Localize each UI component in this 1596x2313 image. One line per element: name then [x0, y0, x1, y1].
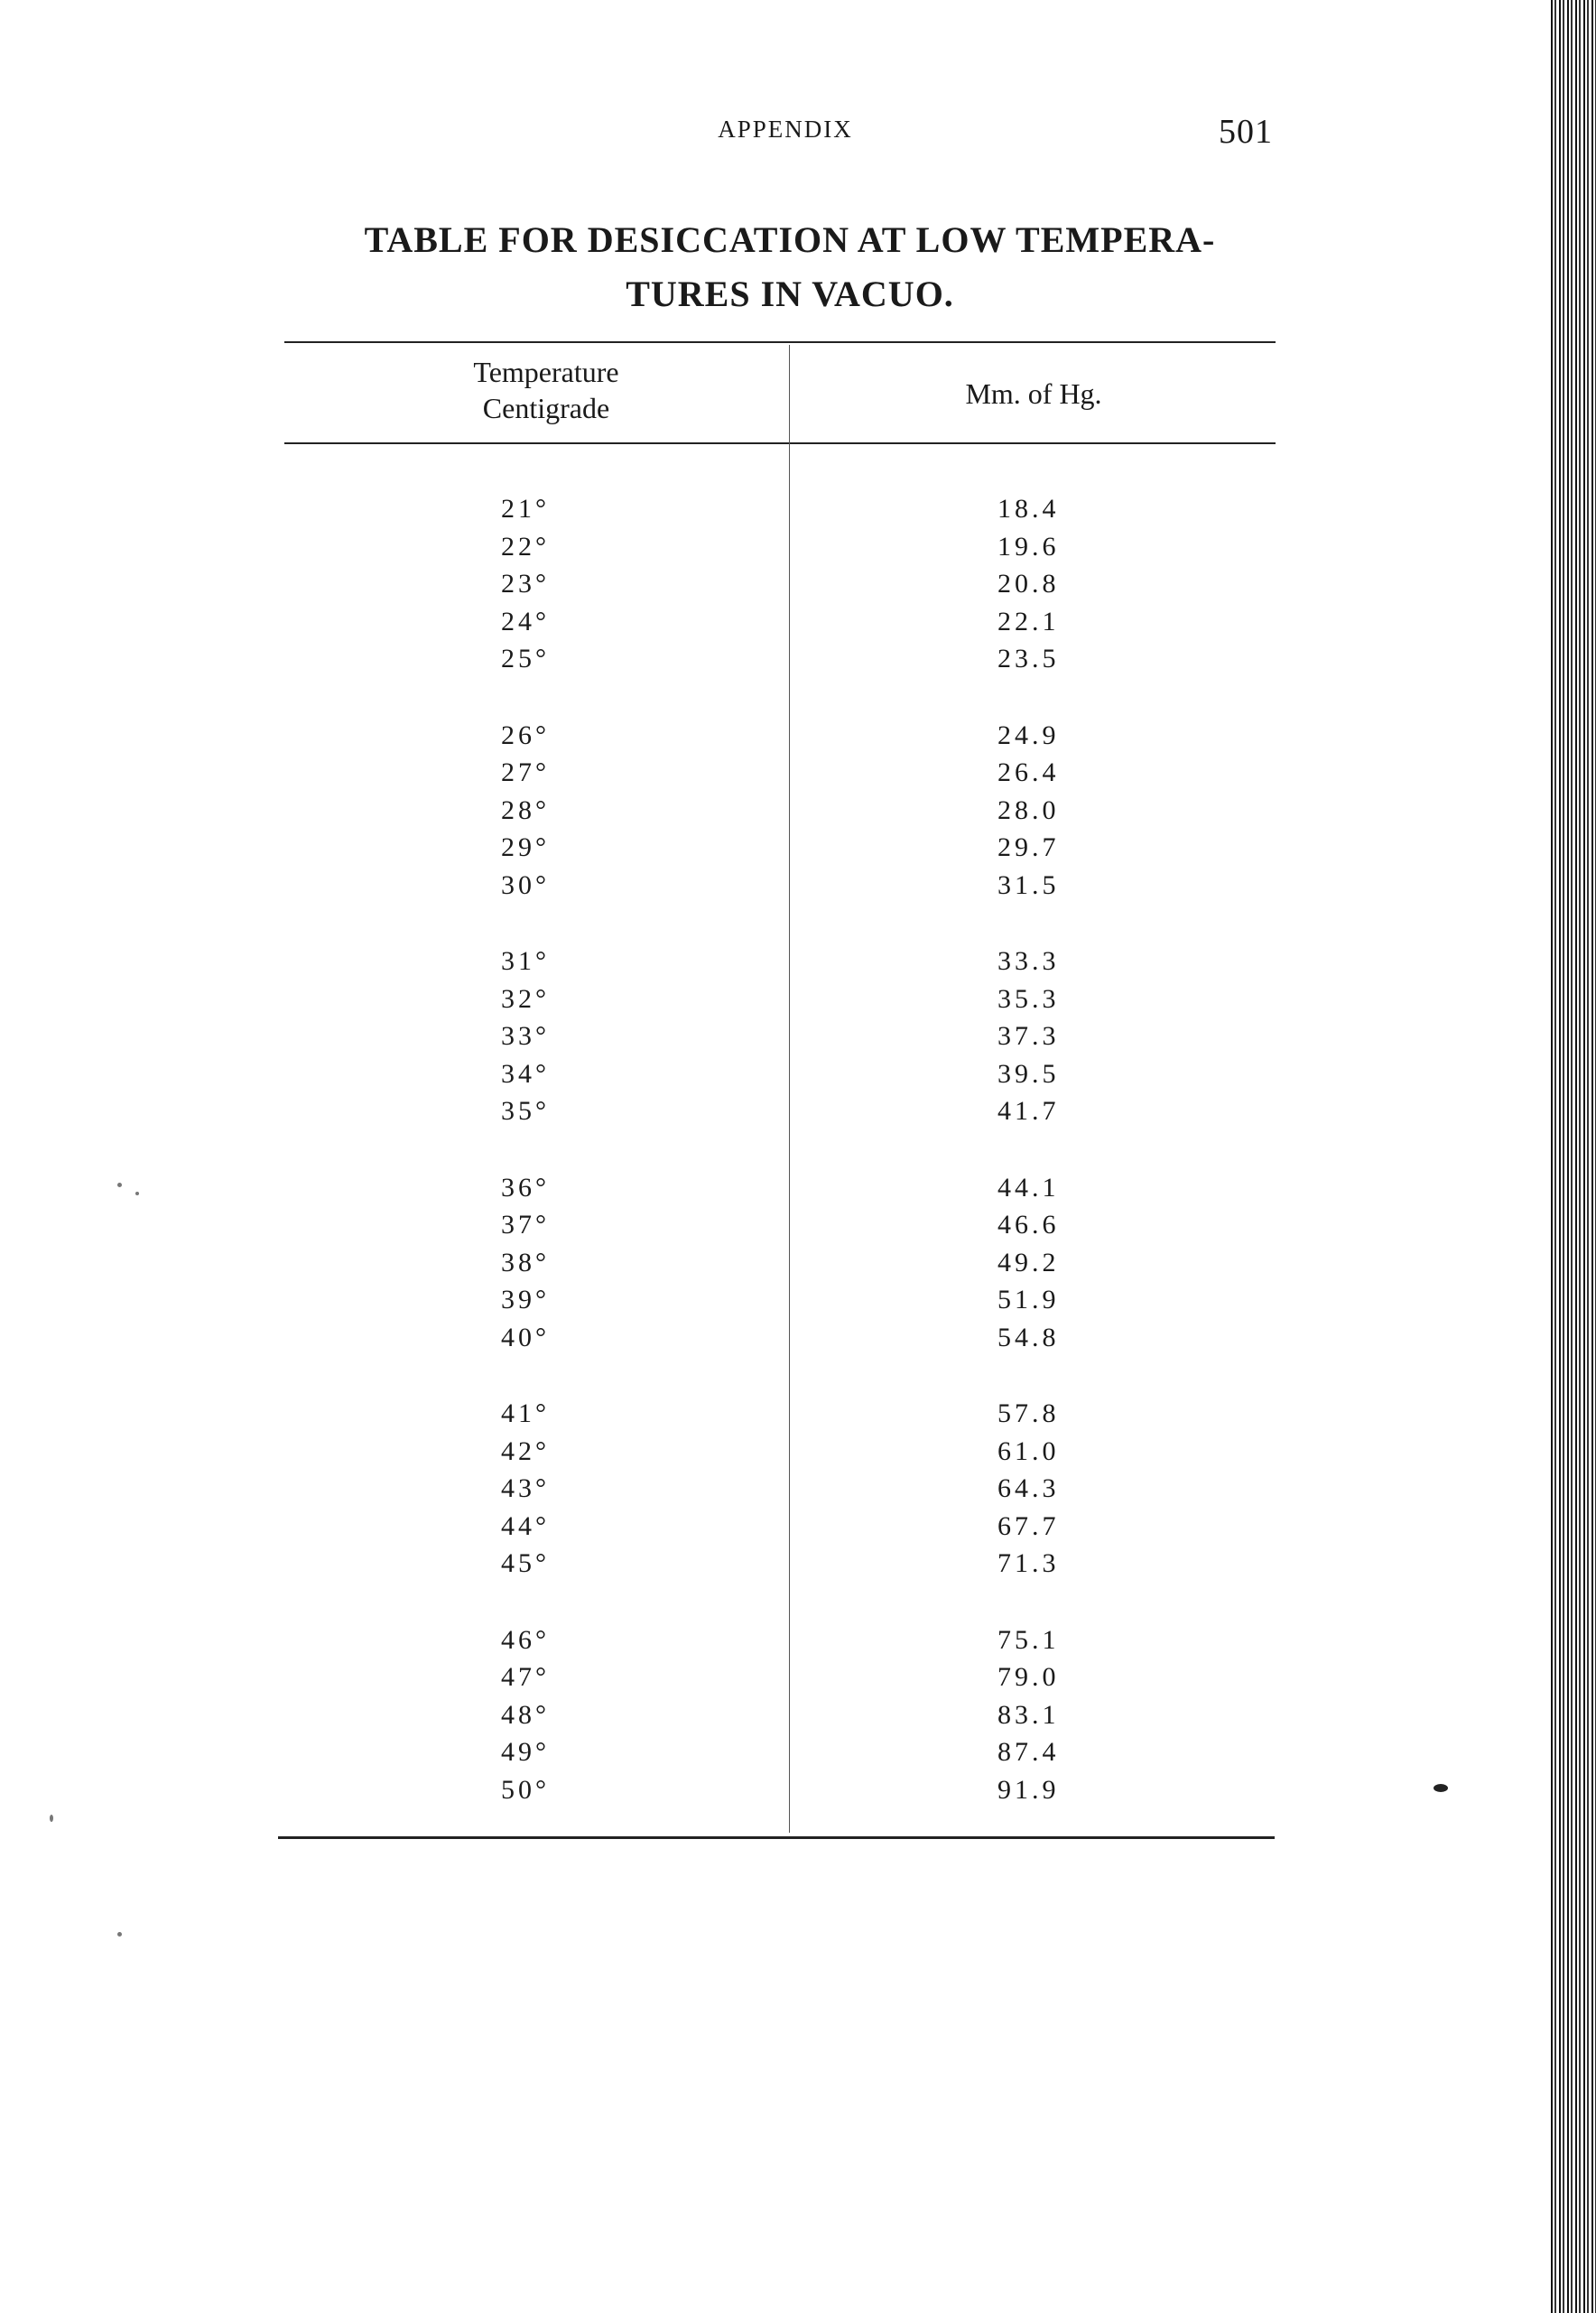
header-bottom-rule: [284, 442, 1276, 444]
temperature-cell: 25°: [501, 644, 550, 673]
table-title: [271, 213, 1309, 321]
table-row: [284, 1547, 1276, 1584]
pressure-cell: 23.5: [998, 644, 1060, 673]
pressure-cell: 35.3: [998, 983, 1060, 1014]
pressure-cell: 37.3: [998, 1021, 1060, 1051]
pressure-cell: 18.4: [998, 494, 1060, 524]
temperature-cell: 29°: [501, 832, 550, 862]
pressure-cell: 44.1: [998, 1172, 1060, 1203]
pressure-cell: 75.1: [998, 1624, 1060, 1655]
table-row: [284, 1623, 1276, 1661]
table-row: [284, 1057, 1276, 1095]
table-row: [284, 605, 1276, 643]
temperature-cell: 45°: [501, 1548, 550, 1578]
pressure-cell: 49.2: [998, 1247, 1060, 1277]
temperature-header-unit: Centigrade: [482, 392, 610, 424]
pressure-cell: 64.3: [998, 1473, 1060, 1503]
pressure-cell: 22.1: [998, 606, 1060, 636]
temperature-cell: 38°: [501, 1247, 550, 1277]
table-row: [284, 1246, 1276, 1284]
pressure-cell: 26.4: [998, 757, 1060, 787]
temperature-cell: 28°: [501, 794, 550, 825]
temperature-cell: 24°: [501, 606, 550, 636]
temperature-cell: 34°: [501, 1058, 550, 1089]
pressure-cell: 51.9: [998, 1285, 1060, 1314]
table-title-line-1: TABLE FOR DESICCATION AT LOW TEMPERA-: [364, 219, 1216, 260]
table-row: [284, 1094, 1276, 1132]
table-row: [284, 1208, 1276, 1246]
pressure-cell: 39.5: [998, 1058, 1060, 1089]
table-row: [284, 1019, 1276, 1057]
table-row: [284, 831, 1276, 869]
pressure-column-header: Mm. of Hg.: [965, 377, 1102, 410]
table-row: [284, 1397, 1276, 1435]
pressure-cell: 31.5: [998, 869, 1060, 900]
temperature-cell: 33°: [501, 1021, 550, 1051]
pressure-cell: 28.0: [998, 794, 1060, 825]
pressure-cell: 41.7: [998, 1096, 1060, 1126]
table-row: [284, 1509, 1276, 1547]
temperature-cell: 31°: [501, 946, 550, 976]
temperature-header-label: Temperature: [473, 356, 619, 388]
pressure-cell: 57.8: [998, 1398, 1060, 1428]
temperature-cell: 23°: [501, 569, 550, 599]
temperature-cell: 32°: [501, 983, 550, 1014]
running-head: APPENDIX: [718, 116, 853, 143]
paper-speck: [135, 1192, 139, 1195]
pressure-cell: 29.7: [998, 832, 1060, 862]
temperature-cell: 49°: [501, 1737, 550, 1767]
temperature-cell: 46°: [501, 1624, 550, 1655]
paper-speck: [1434, 1784, 1448, 1792]
paper-speck: [117, 1183, 122, 1187]
pressure-cell: 54.8: [998, 1322, 1060, 1352]
paper-speck: [117, 1932, 122, 1937]
pressure-cell: 33.3: [998, 946, 1060, 976]
row-group: [284, 1171, 1276, 1359]
temperature-cell: 22°: [501, 531, 550, 562]
temperature-cell: 36°: [501, 1172, 550, 1203]
table-row: [284, 1435, 1276, 1472]
table-row: [284, 1660, 1276, 1698]
temperature-cell: 44°: [501, 1510, 550, 1541]
table-top-rule: [284, 341, 1276, 343]
page-edge-shadow: [1551, 0, 1596, 2313]
table-title-line-2: TURES IN VACUO.: [626, 274, 954, 314]
table-row: [284, 1773, 1276, 1811]
table-row: [284, 1735, 1276, 1773]
pressure-cell: 46.6: [998, 1210, 1060, 1240]
table-bottom-rule: [278, 1836, 1275, 1839]
temperature-cell: 26°: [501, 720, 550, 750]
row-group: [284, 1623, 1276, 1811]
temperature-cell: 47°: [501, 1662, 550, 1692]
temperature-cell: 43°: [501, 1473, 550, 1503]
temperature-cell: 35°: [501, 1096, 550, 1126]
table-row: [284, 567, 1276, 605]
row-group: [284, 492, 1276, 680]
temperature-cell: 37°: [501, 1210, 550, 1240]
table-row: [284, 794, 1276, 831]
table-row: [284, 944, 1276, 982]
table-row: [284, 719, 1276, 757]
row-group: [284, 719, 1276, 906]
table-row: [284, 869, 1276, 906]
table-row: [284, 756, 1276, 794]
temperature-cell: 42°: [501, 1435, 550, 1466]
table-row: [284, 1698, 1276, 1736]
table-row: [284, 530, 1276, 568]
table-row: [284, 642, 1276, 680]
table-row: [284, 492, 1276, 530]
table-body: [284, 492, 1276, 1849]
pressure-cell: 20.8: [998, 569, 1060, 599]
temperature-column-header: [361, 354, 731, 426]
temperature-cell: 21°: [501, 494, 550, 524]
pressure-cell: 79.0: [998, 1662, 1060, 1692]
table-row: [284, 1283, 1276, 1321]
paper-speck: [50, 1815, 53, 1822]
pressure-cell: 91.9: [998, 1774, 1060, 1805]
page-number: 501: [1219, 113, 1273, 151]
temperature-cell: 48°: [501, 1699, 550, 1730]
pressure-cell: 71.3: [998, 1548, 1060, 1578]
pressure-cell: 61.0: [998, 1435, 1060, 1466]
temperature-cell: 39°: [501, 1285, 550, 1314]
row-group: [284, 1397, 1276, 1584]
temperature-cell: 30°: [501, 869, 550, 900]
temperature-cell: 40°: [501, 1322, 550, 1352]
row-group: [284, 944, 1276, 1132]
pressure-cell: 24.9: [998, 720, 1060, 750]
temperature-cell: 27°: [501, 757, 550, 787]
table-row: [284, 1472, 1276, 1509]
pressure-cell: 87.4: [998, 1737, 1060, 1767]
pressure-cell: 19.6: [998, 531, 1060, 562]
pressure-cell: 83.1: [998, 1699, 1060, 1730]
table-row: [284, 1171, 1276, 1209]
temperature-cell: 50°: [501, 1774, 550, 1805]
pressure-cell: 67.7: [998, 1510, 1060, 1541]
temperature-cell: 41°: [501, 1398, 550, 1428]
table-row: [284, 1321, 1276, 1359]
table-row: [284, 982, 1276, 1020]
